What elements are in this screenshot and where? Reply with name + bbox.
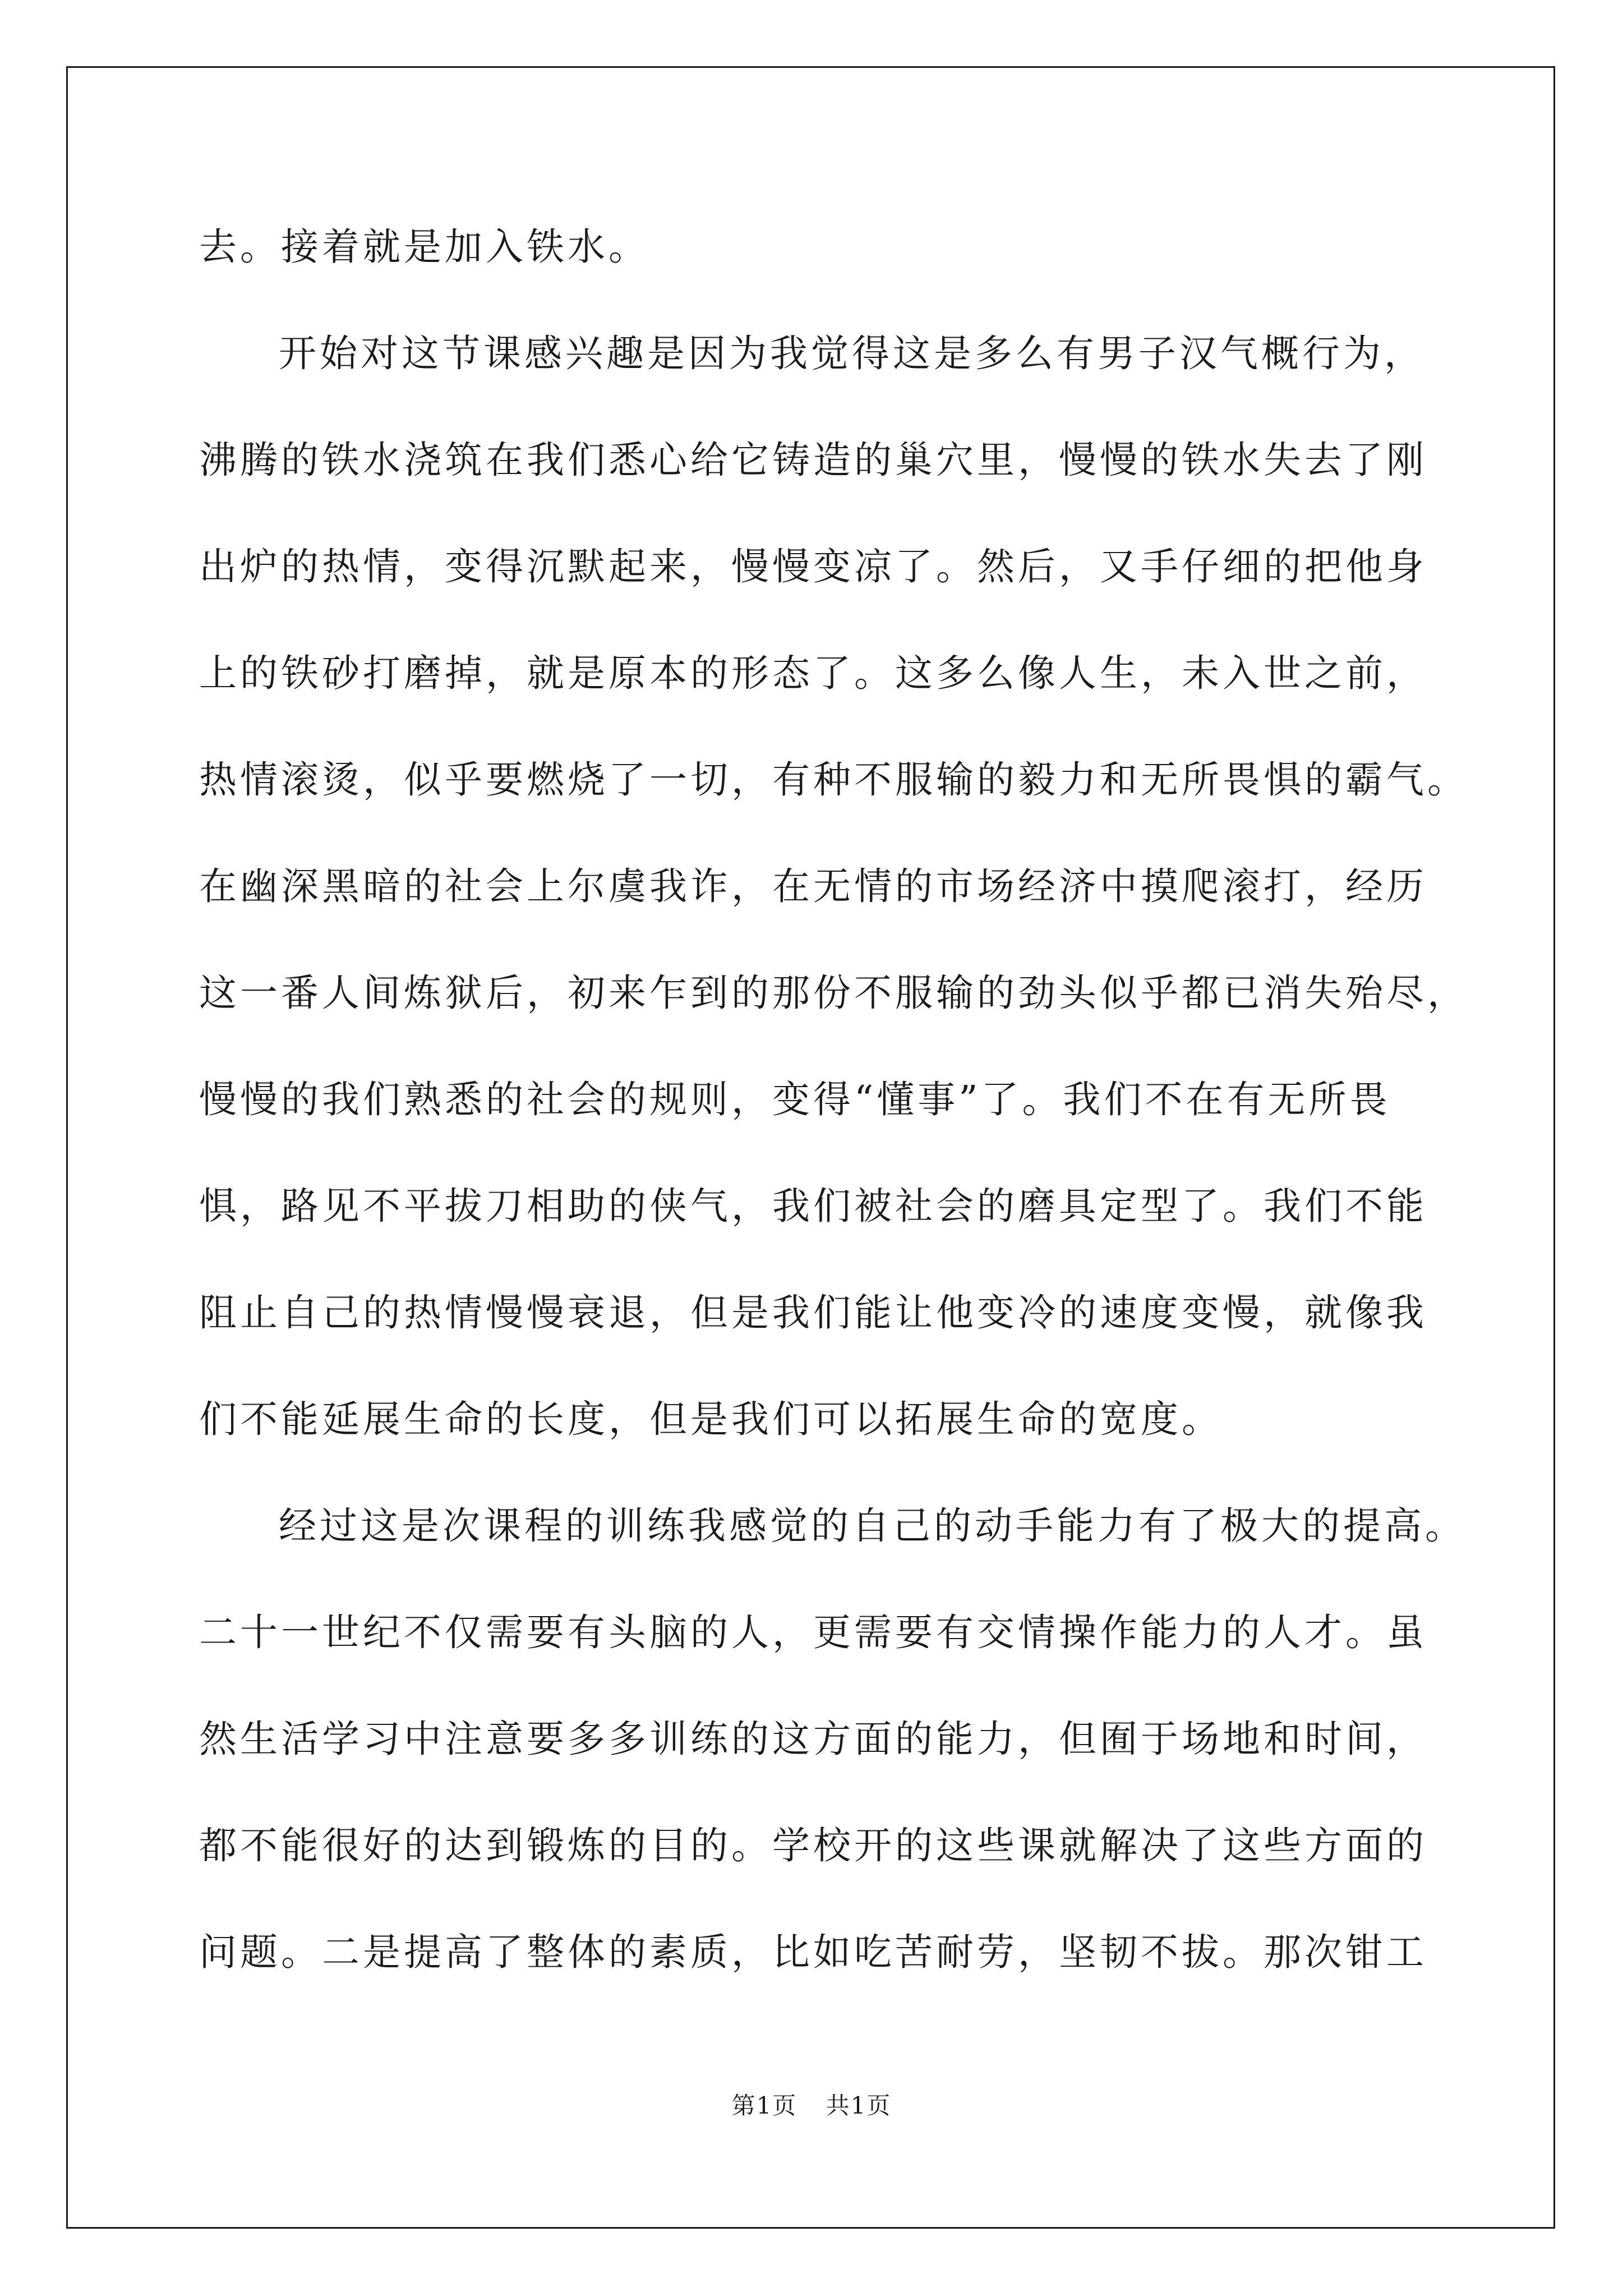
text-line: 出炉的热情，变得沉默起来，慢慢变凉了。然后，又手仔细的把他身 [199, 545, 1427, 588]
page-footer [0, 2091, 1623, 2120]
paragraph-start-line: 开始对这节课感兴趣是因为我觉得这是多么有男子汉气概行为， [279, 332, 1425, 375]
page-number-current: 第1页 [731, 2092, 797, 2119]
text-line: 二十一世纪不仅需要有头脑的人，更需要有交情操作能力的人才。虽 [199, 1611, 1427, 1654]
paragraph-start-line: 经过这是次课程的训练我感觉的自己的动手能力有了极大的提高。 [279, 1504, 1466, 1548]
document-body [199, 219, 1468, 2031]
text-line: 沸腾的铁水浇筑在我们悉心给它铸造的巢穴里，慢慢的铁水失去了刚 [199, 438, 1427, 482]
text-line: 们不能延展生命的长度，但是我们可以拓展生命的宽度。 [199, 1397, 1223, 1441]
page-number-total: 共1页 [826, 2092, 892, 2119]
text-line: 然生活学习中注意要多多训练的这方面的能力，但囿于场地和时间， [199, 1717, 1427, 1761]
text-line: 这一番人间炼狱后，初来乍到的那份不服输的劲头似乎都已消失殆尽， [199, 971, 1468, 1015]
text-line: 问题。二是提高了整体的素质，比如吃苦耐劳，坚韧不拔。那次钳工 [199, 1930, 1427, 1974]
text-line: 慢慢的我们熟悉的社会的规则，变得“懂事”了。我们不在有无所畏 [199, 1078, 1391, 1121]
text-line: 惧，路见不平拔刀相助的侠气，我们被社会的磨具定型了。我们不能 [199, 1184, 1427, 1228]
text-line: 在幽深黑暗的社会上尔虞我诈，在无情的市场经济中摸爬滚打，经历 [199, 864, 1427, 908]
text-line: 上的铁砂打磨掉，就是原本的形态了。这多么像人生，未入世之前， [199, 651, 1427, 695]
text-line: 热情滚烫，似乎要燃烧了一切，有种不服输的毅力和无所畏惧的霸气。 [199, 758, 1468, 802]
text-line: 去。接着就是加入铁水。 [199, 225, 649, 269]
text-line: 都不能很好的达到锻炼的目的。学校开的这些课就解决了这些方面的 [199, 1824, 1427, 1867]
text-line: 阻止自己的热情慢慢衰退，但是我们能让他变冷的速度变慢，就像我 [199, 1291, 1427, 1335]
